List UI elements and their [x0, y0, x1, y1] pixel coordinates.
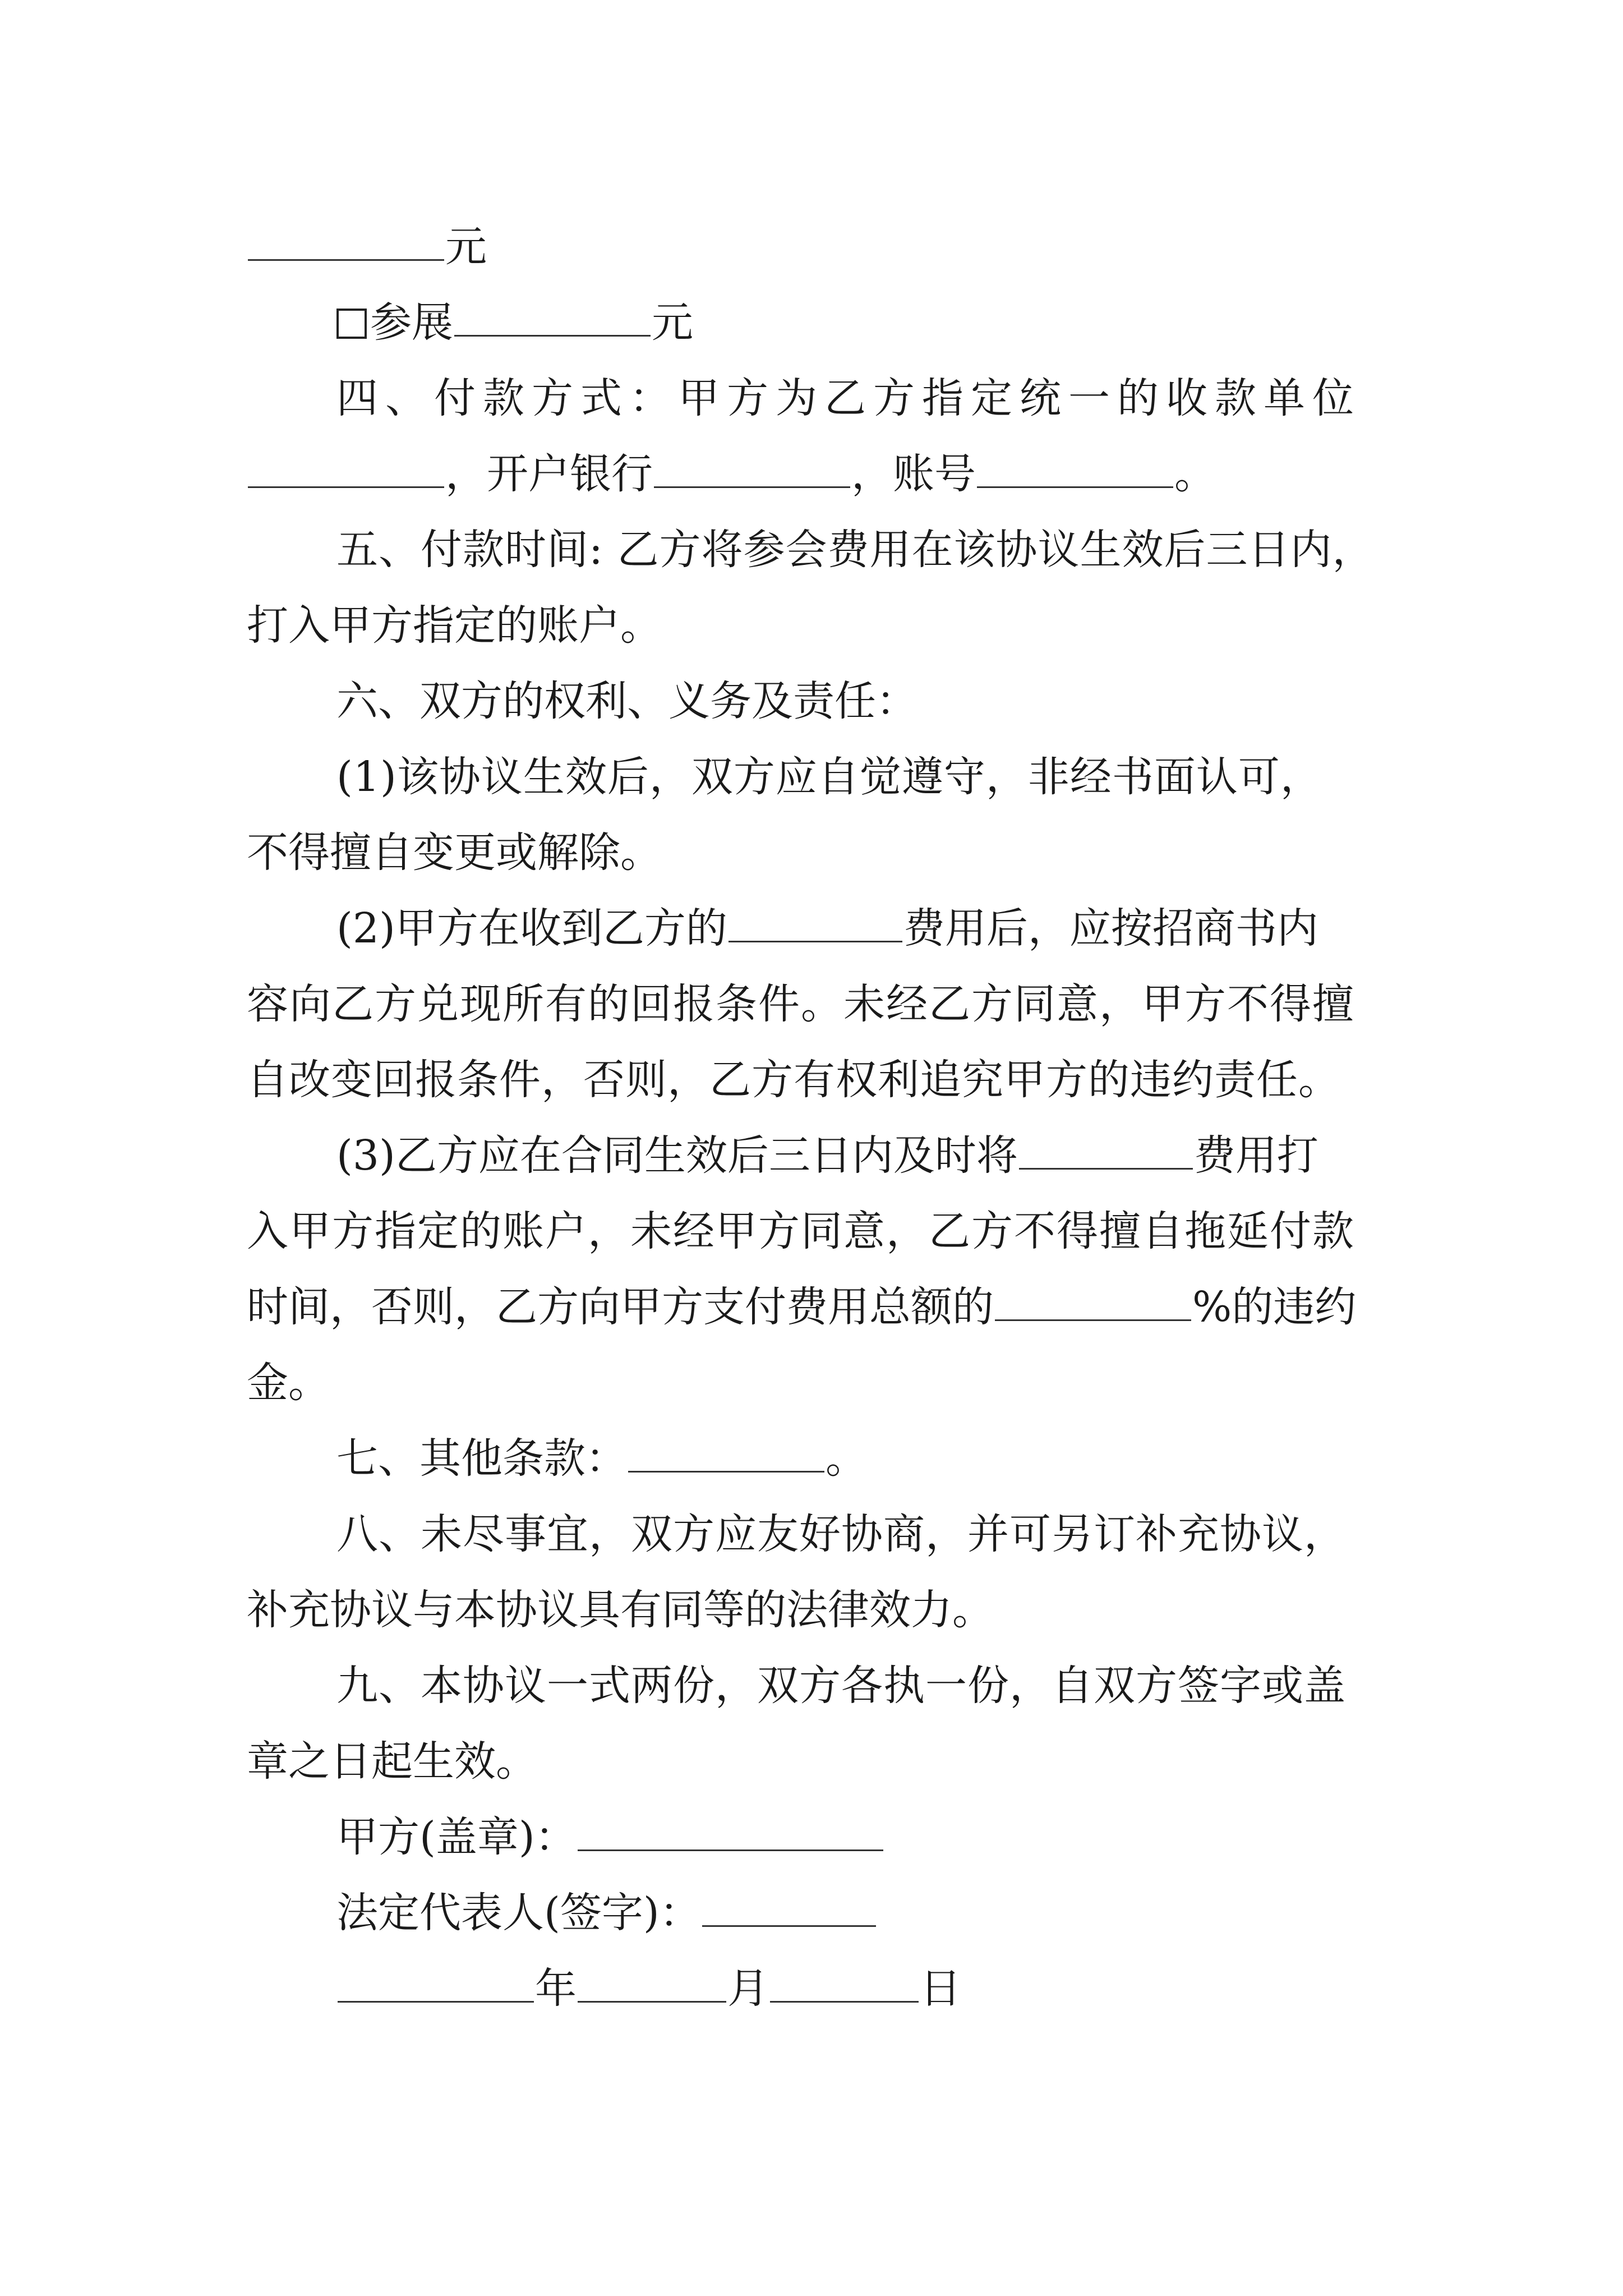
party-a-seal-blank[interactable]: [578, 1810, 883, 1851]
account-label: ，账号: [851, 450, 976, 498]
clause-5-line-2: 打入甲方指定的账户。: [247, 601, 662, 650]
clause-6-item-2-line-1: [336, 900, 1318, 956]
period: 。: [826, 1434, 867, 1483]
clause-6-item-3-line-1: [336, 1128, 1318, 1184]
clause-9-line-2: 章之日起生效。: [247, 1737, 537, 1786]
clause-6-item-1-line-1: (1)该协议生效后，双方应自觉遵守，非经书面认可，: [336, 753, 1322, 801]
unit-text: 元: [652, 298, 693, 347]
item-3-text-b: 费用打: [1193, 1131, 1318, 1180]
bank-blank[interactable]: [654, 447, 850, 488]
year-label: 年: [535, 1964, 577, 2013]
legal-rep-signature-blank[interactable]: [702, 1886, 876, 1927]
legal-rep-label: 法定代表人(签字)：: [336, 1889, 701, 1937]
clause-8-line-2: 补充协议与本协议具有同等的法律效力。: [247, 1586, 994, 1634]
payee-blank[interactable]: [248, 447, 444, 488]
clause-8-line-1: 八、未尽事宜，双方应友好协商，并可另订补充协议，: [336, 1510, 1346, 1558]
month-blank[interactable]: [578, 1962, 726, 2003]
clause-4-line-1: 四、付款方式：甲方为乙方指定统一的收款单位: [336, 374, 1361, 422]
date-line: [336, 1961, 961, 2017]
blank-field[interactable]: [1019, 1129, 1193, 1170]
account-blank[interactable]: [977, 447, 1173, 488]
bank-label: ，开户银行: [445, 450, 653, 498]
clause-7: [336, 1430, 867, 1487]
month-label: 月: [727, 1964, 769, 2013]
clause-9-line-1: 九、本协议一式两份，双方各执一份，自双方签字或盖: [336, 1662, 1346, 1710]
clause-6-item-3-line-3: [247, 1279, 1356, 1335]
clause-5-line-1: 五、付款时间: 乙方将参会费用在该协议生效后三日内，: [336, 526, 1375, 574]
clause-6-item-2-line-3: 自改变回报条件，否则，乙方有权利追究甲方的违约责任。: [247, 1056, 1340, 1104]
blank-field[interactable]: [454, 296, 651, 337]
blank-field[interactable]: [728, 901, 902, 942]
item-3-text-d: %的违约: [1192, 1283, 1357, 1331]
item-2-text-a: (2)甲方在收到乙方的: [336, 904, 727, 953]
legal-rep-line: [336, 1885, 877, 1941]
amount-line-1: [247, 219, 487, 275]
party-a-seal-label: 甲方(盖章)：: [336, 1813, 577, 1861]
penalty-percent-blank[interactable]: [995, 1280, 1191, 1321]
clause-6-heading: 六、双方的权利、义务及责任：: [336, 677, 917, 725]
clause-6-item-3-line-4: 金。: [247, 1359, 330, 1407]
year-blank[interactable]: [338, 1962, 534, 2003]
day-blank[interactable]: [770, 1962, 919, 2003]
party-a-seal-line: [336, 1809, 884, 1865]
day-label: 日: [920, 1964, 961, 2013]
clause-4-line-2: [247, 446, 1216, 502]
other-terms-blank[interactable]: [628, 1432, 824, 1473]
clause-6-item-1-line-2: 不得擅自变更或解除。: [247, 829, 662, 877]
period: 。: [1174, 450, 1216, 498]
checkbox-icon[interactable]: [336, 309, 367, 339]
exhibit-label: 参展: [370, 298, 453, 347]
clause-7-label: 七、其他条款：: [336, 1434, 627, 1483]
blank-field[interactable]: [248, 220, 444, 261]
clause-6-item-3-line-2: 入甲方指定的账户，未经甲方同意，乙方不得擅自拖延付款: [247, 1207, 1355, 1255]
clause-6-item-2-line-2: 容向乙方兑现所有的回报条件。未经乙方同意，甲方不得擅: [247, 980, 1355, 1028]
unit-text: 元: [445, 223, 487, 271]
item-3-text-c: 时间，否则，乙方向甲方支付费用总额的: [247, 1283, 994, 1331]
exhibit-line: [336, 295, 693, 351]
item-2-text-b: 费用后，应按招商书内: [903, 904, 1318, 953]
item-3-text-a: (3)乙方应在合同生效后三日内及时将: [336, 1131, 1018, 1180]
